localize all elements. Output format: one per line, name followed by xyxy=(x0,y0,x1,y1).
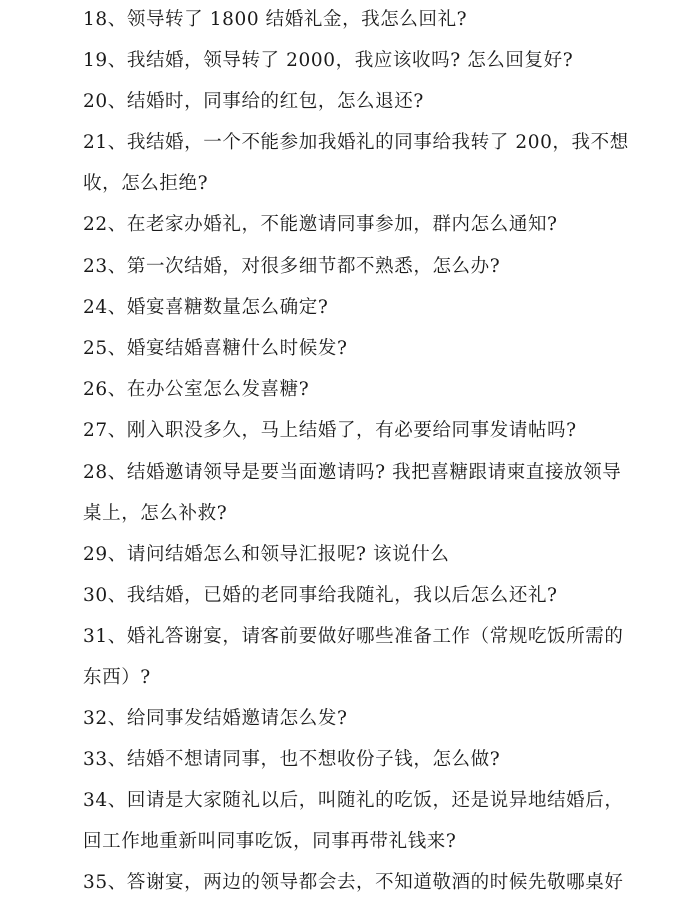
text-line: 30、我结婚，已婚的老同事给我随礼，我以后怎么还礼? xyxy=(83,585,558,606)
text-line: 东西）? xyxy=(83,667,151,688)
text-line: 34、回请是大家随礼以后，叫随礼的吃饭，还是说异地结婚后， xyxy=(83,790,624,811)
text-line: 28、结婚邀请领导是要当面邀请吗? 我把喜糖跟请柬直接放领导 xyxy=(83,462,622,483)
text-line: 桌上，怎么补救? xyxy=(83,503,228,524)
text-line: 19、我结婚，领导转了 2000，我应该收吗? 怎么回复好? xyxy=(83,50,574,71)
text-line: 20、结婚时，同事给的红包，怎么退还? xyxy=(83,91,424,112)
text-line: 18、领导转了 1800 结婚礼金，我怎么回礼? xyxy=(83,9,468,30)
text-line: 29、请问结婚怎么和领导汇报呢? 该说什么 xyxy=(83,544,450,565)
text-line: 35、答谢宴，两边的领导都会去，不知道敬酒的时候先敬哪桌好 xyxy=(83,872,624,893)
text-line: 26、在办公室怎么发喜糖? xyxy=(83,379,310,400)
text-line: 33、结婚不想请同事，也不想收份子钱，怎么做? xyxy=(83,749,501,770)
text-line: 23、第一次结婚，对很多细节都不熟悉，怎么办? xyxy=(83,256,501,277)
text-line: 25、婚宴结婚喜糖什么时候发? xyxy=(83,338,348,359)
text-line: 27、刚入职没多久，马上结婚了，有必要给同事发请帖吗? xyxy=(83,420,577,441)
text-line: 22、在老家办婚礼，不能邀请同事参加，群内怎么通知? xyxy=(83,214,558,235)
text-line: 收，怎么拒绝? xyxy=(83,173,209,194)
text-line: 回工作地重新叫同事吃饭，同事再带礼钱来? xyxy=(83,831,457,852)
text-line: 32、给同事发结婚邀请怎么发? xyxy=(83,708,348,729)
text-line: 31、婚礼答谢宴，请客前要做好哪些准备工作（常规吃饭所需的 xyxy=(83,626,624,647)
text-line: 21、我结婚，一个不能参加我婚礼的同事给我转了 200，我不想 xyxy=(83,132,629,153)
text-line: 24、婚宴喜糖数量怎么确定? xyxy=(83,297,329,318)
